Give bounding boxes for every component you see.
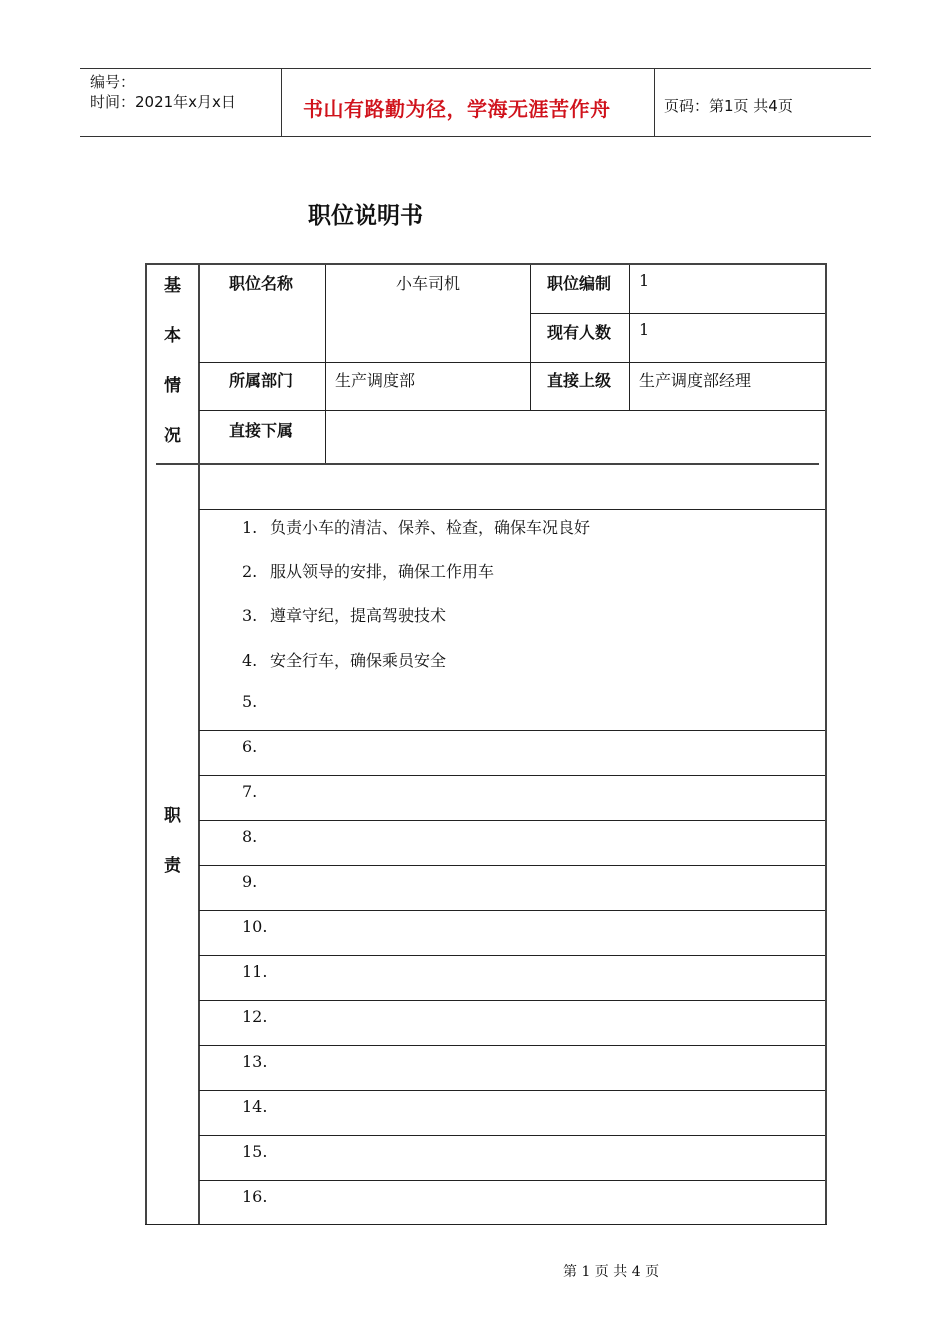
- duty-number: 10.: [242, 917, 268, 936]
- motto-text: 书山有路勤为径，学海无涯苦作舟: [303, 97, 611, 121]
- department-label: 所属部门: [229, 371, 294, 390]
- duty-number: 11.: [242, 962, 268, 981]
- duty-row-divider: [199, 1090, 825, 1091]
- row-divider-2: [199, 362, 825, 363]
- serial-number-label: 编号：: [90, 73, 136, 91]
- duty-row-divider: [199, 865, 825, 866]
- section-column-divider: [198, 263, 200, 1225]
- duty-item: [242, 559, 494, 582]
- page-footer: 第 1 页 共 4 页: [563, 1264, 660, 1280]
- duty-item: [242, 1007, 270, 1026]
- current-count-value: 1: [639, 320, 650, 339]
- duty-number: 16.: [242, 1187, 268, 1206]
- duty-number: 6.: [242, 737, 258, 756]
- duty-row-divider: [199, 910, 825, 911]
- subordinate-label: 直接下属: [229, 421, 294, 440]
- date-label: 时间：2021年x月x日: [90, 93, 236, 111]
- section-char-ben: 本: [164, 326, 181, 346]
- duty-row-divider: [199, 775, 825, 776]
- duty-row-divider: [199, 730, 825, 731]
- table-right-border: [825, 263, 827, 1225]
- section-char-zhi: 职: [164, 806, 181, 826]
- duty-number: 12.: [242, 1007, 268, 1026]
- duty-item: [242, 1142, 270, 1161]
- duty-number: 8.: [242, 827, 258, 846]
- duty-item: [242, 1097, 270, 1116]
- duty-row-divider: [199, 1180, 825, 1181]
- duty-item: [242, 515, 590, 538]
- duty-text: 负责小车的清洁、保养、检查，确保车况良好: [270, 518, 591, 537]
- section-char-qing: 情: [164, 376, 181, 396]
- duty-number: 1.: [242, 518, 258, 537]
- duty-item: [242, 692, 270, 711]
- duty-item: [242, 827, 270, 846]
- duty-row-divider: [199, 955, 825, 956]
- headcount-plan-value: 1: [639, 271, 650, 290]
- row-divider-1: [530, 313, 825, 314]
- headcount-plan-label: 职位编制: [547, 274, 612, 293]
- section-char-ze: 责: [164, 856, 181, 876]
- duty-number: 7.: [242, 782, 258, 801]
- supervisor-value: 生产调度部经理: [639, 371, 752, 390]
- duty-number: 2.: [242, 562, 258, 581]
- duty-number: 4.: [242, 651, 258, 670]
- col-divider-1: [325, 265, 326, 463]
- duty-item: [242, 648, 446, 671]
- row-divider-3: [199, 410, 825, 411]
- duty-number: 9.: [242, 872, 258, 891]
- duty-item: [242, 872, 270, 891]
- document-title: 职位说明书: [308, 203, 423, 229]
- duty-item: [242, 917, 270, 936]
- table-left-border: [145, 263, 147, 1225]
- col-divider-3: [629, 265, 630, 410]
- section-divider: [156, 463, 819, 465]
- duty-item: [242, 603, 446, 626]
- duty-text: 遵章守纪，提高驾驶技术: [270, 606, 447, 625]
- duty-row-divider: [199, 1000, 825, 1001]
- section-char-ji: 基: [164, 276, 181, 296]
- table-top-border: [145, 263, 827, 265]
- position-name-value: 小车司机: [396, 274, 461, 293]
- header-top-rule: [80, 68, 871, 69]
- department-value: 生产调度部: [335, 371, 416, 390]
- duty-number: 5.: [242, 692, 258, 711]
- duty-row-divider: [199, 509, 825, 510]
- duty-row-divider: [199, 820, 825, 821]
- duty-row-divider: [199, 1135, 825, 1136]
- section-char-kuang: 况: [164, 426, 181, 446]
- duty-item: [242, 962, 270, 981]
- duty-number: 15.: [242, 1142, 268, 1161]
- page-indicator: 页码：第1页 共4页: [664, 97, 793, 115]
- col-divider-2: [530, 265, 531, 410]
- current-count-label: 现有人数: [547, 323, 612, 342]
- duty-text: 安全行车，确保乘员安全: [270, 651, 447, 670]
- header-divider-right: [654, 68, 655, 137]
- duty-item: [242, 1052, 270, 1071]
- duty-number: 3.: [242, 606, 258, 625]
- header-divider-left: [281, 68, 282, 137]
- table-bottom-border: [145, 1224, 827, 1225]
- supervisor-label: 直接上级: [547, 371, 612, 390]
- duty-item: [242, 782, 270, 801]
- duty-item: [242, 737, 270, 756]
- duty-item: [242, 1187, 270, 1206]
- duty-number: 13.: [242, 1052, 268, 1071]
- header-bottom-rule: [80, 136, 871, 137]
- duty-text: 服从领导的安排，确保工作用车: [270, 562, 495, 581]
- duty-row-divider: [199, 1045, 825, 1046]
- duty-number: 14.: [242, 1097, 268, 1116]
- position-name-label: 职位名称: [229, 274, 294, 293]
